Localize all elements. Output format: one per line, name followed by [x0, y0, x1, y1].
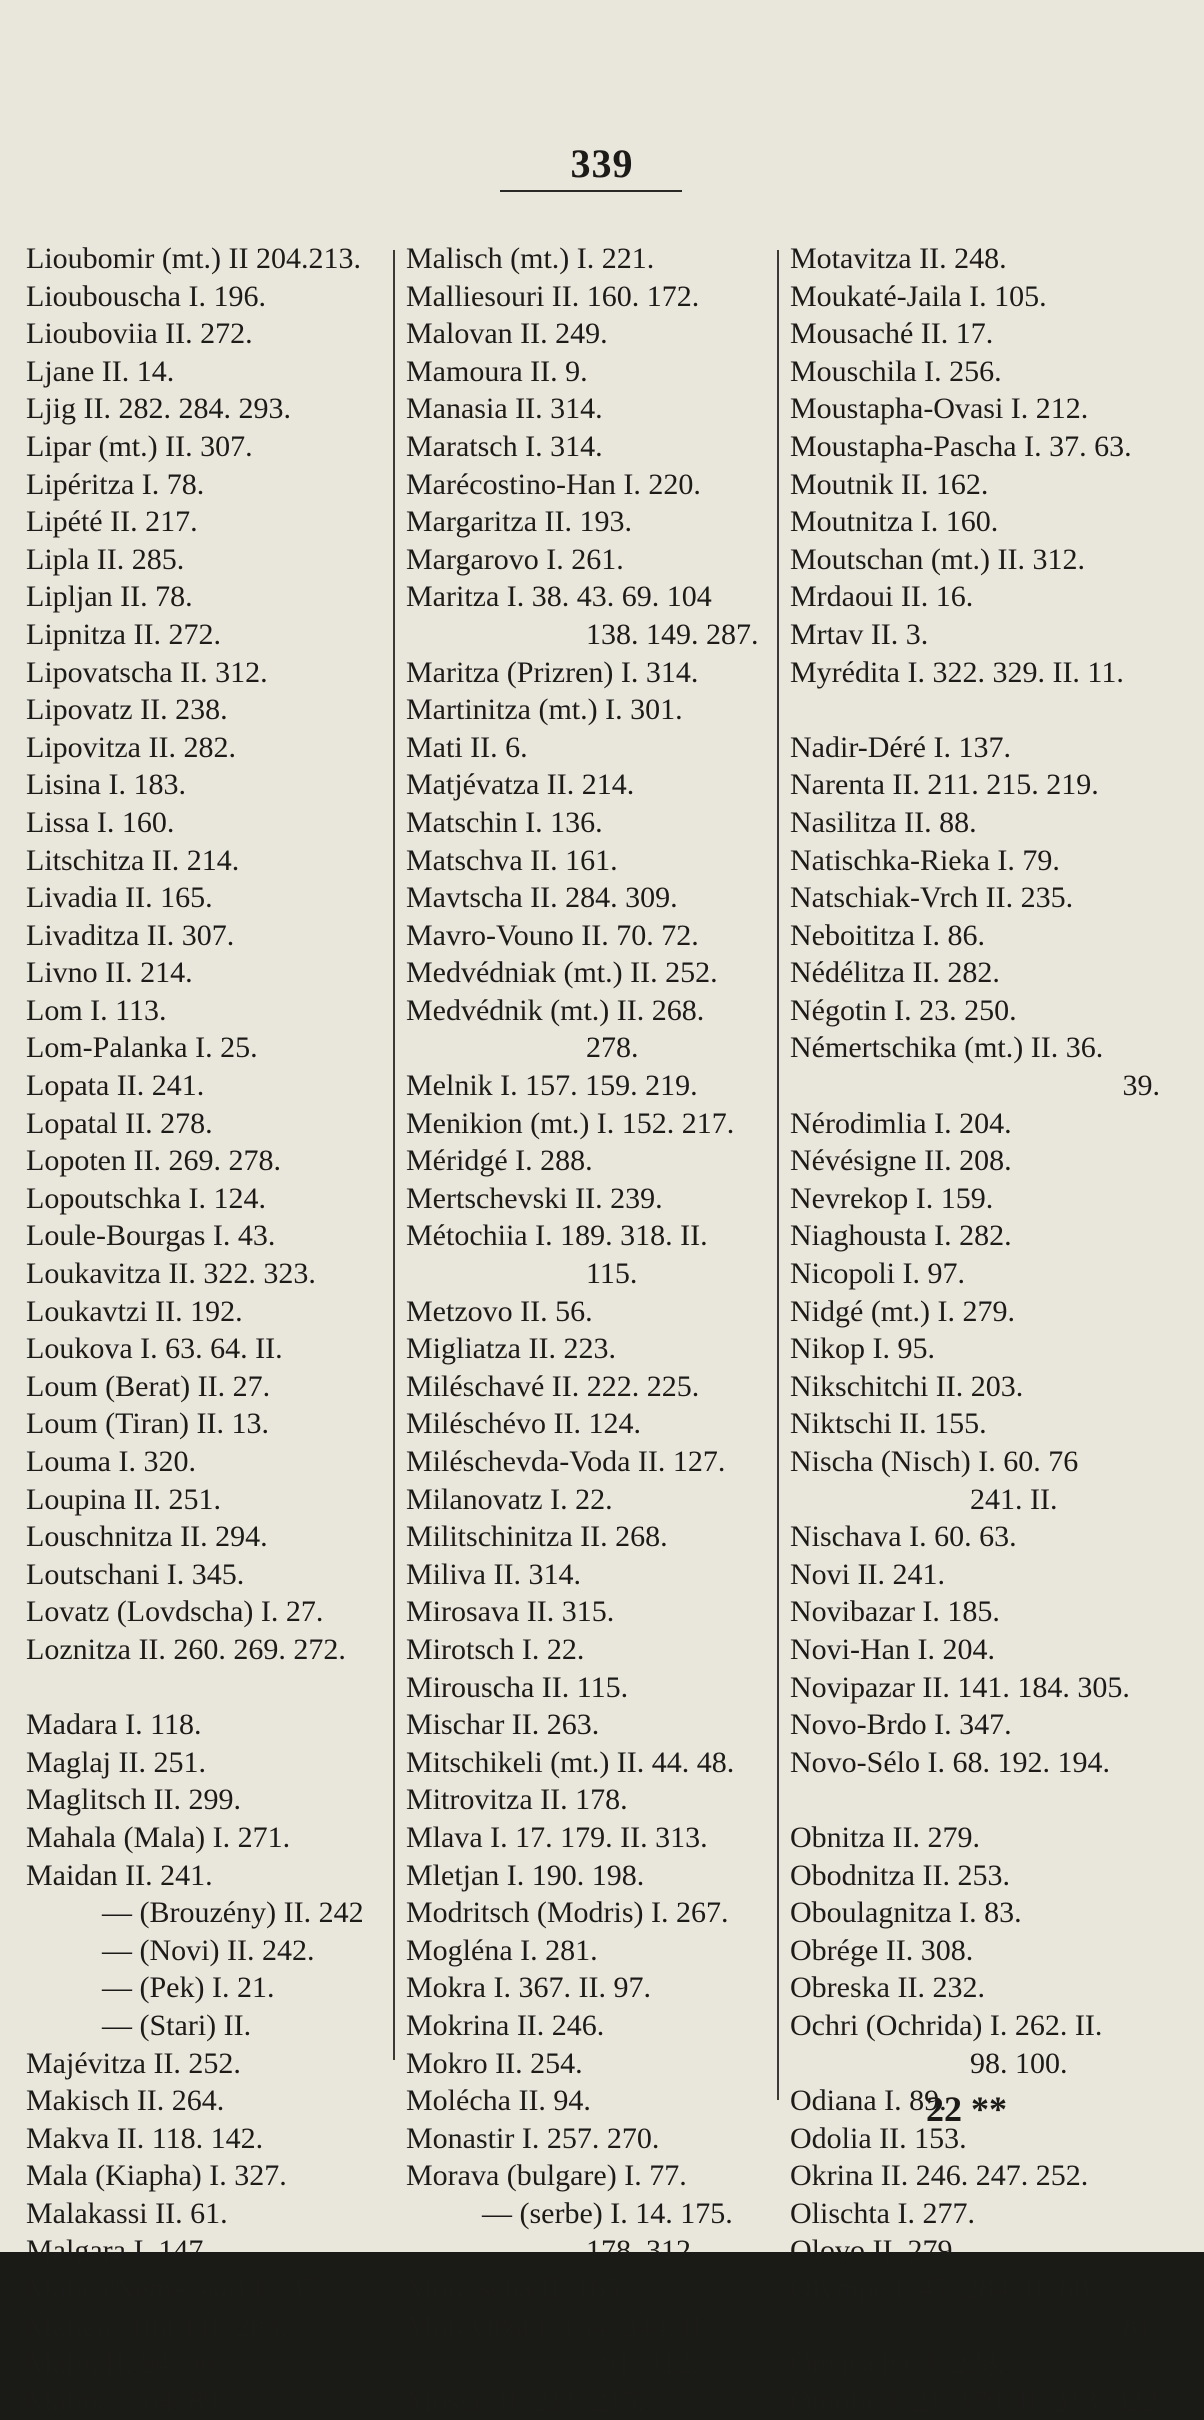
index-entry: Olympe I. 47. 284. II. 60.: [790, 2272, 1097, 2306]
column-divider-2: [777, 250, 779, 2100]
index-entry: Lopata II. 241.: [26, 1069, 205, 1103]
index-entry: 138. 149. 287.: [586, 617, 759, 651]
index-entry: Mokra I. 367. II. 97.: [406, 1971, 651, 2005]
index-entry: Liouboviia II. 272.: [26, 317, 253, 351]
index-entry: Livno II. 214.: [26, 956, 193, 990]
index-entry: Mrdaoui II. 16.: [790, 580, 974, 614]
index-entry: Mahala (Mala) I. 271.: [26, 1820, 291, 1854]
index-entry: Mirouscha II. 115.: [406, 1670, 629, 1704]
index-entry: Medvédniak (mt.) II. 252.: [406, 956, 718, 990]
index-entry: Modritsch (Modris) I. 267.: [406, 1896, 729, 1930]
index-entry: Nischa (Nisch) I. 60. 76: [790, 1445, 1079, 1478]
section-gap: [26, 1669, 382, 1707]
index-entry: 301. 312.: [586, 2347, 699, 2381]
printer-signature: 22 **: [926, 2089, 1007, 2129]
index-entry: Novi II. 241.: [790, 1557, 945, 1591]
index-entry: Malina I. 64. 89.: [26, 2384, 226, 2418]
index-entry: Mala (Kiapha) I. 327.: [26, 2159, 287, 2193]
index-entry: Nicopoli I. 97.: [790, 1257, 965, 1291]
index-entry: Mavro-Vouno II. 70. 72.: [406, 918, 699, 952]
index-entry: 115.: [586, 1257, 638, 1291]
index-entry: 98. 100.: [970, 2046, 1068, 2080]
column-divider-1: [393, 250, 395, 2060]
index-entry: Mletjan I. 190. 198.: [406, 1858, 645, 1892]
index-entry: Litschitza II. 214.: [26, 843, 240, 877]
index-entry: Mirotsch I. 22.: [406, 1632, 585, 1666]
index-entry: Lipovitza II. 282.: [26, 730, 236, 764]
index-entry: Malovan II. 249.: [406, 317, 608, 351]
index-entry: Moratscha II. 165.: [406, 2272, 628, 2306]
index-entry: Nédélitza II. 282.: [790, 956, 1000, 990]
index-entry: Obodnitza II. 253.: [790, 1858, 1010, 1892]
index-entry: — (Pek) I. 21.: [102, 1971, 275, 2005]
index-entry: Obreska II. 232.: [790, 1971, 985, 2005]
index-entry: Mavtscha II. 284. 309.: [406, 881, 678, 915]
index-entry: Mouschila I. 256.: [790, 354, 1002, 388]
index-entry: Medvédnik (mt.) II. 268.: [406, 993, 705, 1027]
index-entry: Louschnitza II. 294.: [26, 1520, 268, 1554]
index-entry: — (Stari) II.: [102, 2008, 252, 2042]
index-entry: Novo-Brdo I. 347.: [790, 1708, 1012, 1742]
index-entry: Monastir I. 257. 270.: [406, 2121, 660, 2155]
index-entry: Méridgé I. 288.: [406, 1144, 593, 1178]
index-entry: Livaditza II. 307.: [26, 918, 235, 952]
index-entry: Loukavtzi II. 192.: [26, 1294, 243, 1328]
index-column-2: [406, 240, 776, 2420]
index-entry: Miléschévo II. 124.: [406, 1407, 641, 1441]
index-entry: Myrédita I. 322. 329. II. 11.: [790, 655, 1124, 689]
index-entry: Malieno (mt.) II. 283.: [26, 2309, 288, 2343]
index-entry: Lopoten II. 269. 278.: [26, 1144, 281, 1178]
index-entry: Négotin I. 23. 250.: [790, 993, 1017, 1027]
index-entry: Malisch (mt.) I. 221.: [406, 242, 655, 275]
index-entry: Livadia II. 165.: [26, 881, 213, 915]
index-entry: Olovo II. 279.: [790, 2234, 960, 2268]
index-entry: Obrége II. 308.: [790, 1933, 974, 1967]
index-entry: Makva II. 118. 142.: [26, 2121, 264, 2155]
index-entry: Mogléna I. 281.: [406, 1933, 598, 1967]
index-entry: Mokrina II. 246.: [406, 2008, 605, 2042]
index-entry: Malia (Nemerska) II. 37.: [26, 2272, 326, 2306]
index-entry: Lom I. 113.: [26, 993, 167, 1027]
index-entry: Melnik I. 157. 159. 219.: [406, 1069, 698, 1103]
index-entry: Narenta II. 211. 215. 219.: [790, 768, 1099, 802]
index-entry: Lipovatscha II. 312.: [26, 655, 268, 689]
index-entry: Margaritza II. 193.: [406, 505, 633, 539]
index-entry: Moutschan (mt.) II. 312.: [790, 542, 1085, 576]
index-entry: Loule-Bourgas I. 43.: [26, 1219, 276, 1253]
index-entry: Loupina II. 251.: [26, 1482, 221, 1516]
index-entry: Odolia II. 153.: [790, 2121, 967, 2155]
index-entry: Niaghousta I. 282.: [790, 1219, 1012, 1253]
index-entry: Louma I. 320.: [26, 1445, 196, 1478]
index-entry: Militschinitza II. 268.: [406, 1520, 668, 1554]
index-entry: 178. 312.: [586, 2234, 699, 2268]
index-entry: Lipété II. 217.: [26, 505, 198, 539]
index-entry: Lissa I. 160.: [26, 805, 175, 839]
index-entry: Matjévatza II. 214.: [406, 768, 635, 802]
index-entry: Neboititza I. 86.: [790, 918, 985, 952]
index-entry: Lopatal II. 278.: [26, 1106, 213, 1140]
index-entry: Moravitza I. 184. 344. II.: [406, 2309, 710, 2343]
index-entry: Nischava I. 60. 63.: [790, 1520, 1017, 1554]
index-entry: Moustapha-Pascha I. 37. 63.: [790, 429, 1132, 463]
index-entry: Okrina II. 246. 247. 252.: [790, 2159, 1089, 2193]
index-entry: Loukavitza II. 322. 323.: [26, 1257, 316, 1291]
index-entry: Moukaté-Jaila I. 105.: [790, 279, 1047, 313]
index-entry: Lom-Palanka I. 25.: [26, 1031, 258, 1065]
section-gap: [790, 691, 1190, 729]
index-entry: Maglaj II. 251.: [26, 1745, 206, 1779]
index-entry: Miliva II. 314.: [406, 1557, 581, 1591]
index-entry: Lioubouscha I. 196.: [26, 279, 266, 313]
index-entry: — (serbe) I. 14. 175.: [482, 2196, 733, 2230]
index-entry: Mostar II. 211. 215.: [406, 2384, 645, 2418]
index-entry: Lisina I. 183.: [26, 768, 186, 802]
index-entry: Morava (bulgare) I. 77.: [406, 2159, 687, 2193]
index-entry: Majévitza II. 252.: [26, 2046, 241, 2080]
index-entry: — (Novi) II. 242.: [102, 1933, 315, 1967]
index-entry: Novibazar I. 185.: [790, 1595, 1000, 1629]
index-column-1: [26, 240, 382, 2420]
index-entry: Nasilitza II. 88.: [790, 805, 977, 839]
index-entry: Némertschika (mt.) II. 36.: [790, 1031, 1104, 1065]
index-entry: Nikschitchi II. 203.: [790, 1369, 1024, 1403]
index-entry: Omolie I. 21. 179. II. 313. 322.: [790, 2384, 1165, 2418]
index-entry: Omatscha II. 238.: [790, 2347, 1005, 2381]
index-entry: Nikop I. 95.: [790, 1332, 935, 1366]
index-entry: Métochiia I. 189. 318. II.: [406, 1219, 708, 1253]
index-entry: Martinitza (mt.) I. 301.: [406, 693, 683, 727]
index-entry: Ljane II. 14.: [26, 354, 175, 388]
index-entry: Natischka-Rieka I. 79.: [790, 843, 1060, 877]
index-entry: Lipnitza II. 272.: [26, 617, 221, 651]
index-entry: Lipla II. 285.: [26, 542, 185, 576]
index-entry: Metzovo II. 56.: [406, 1294, 593, 1328]
index-entry: Lipovatz II. 238.: [26, 693, 228, 727]
index-entry: Lopoutschka I. 124.: [26, 1181, 266, 1215]
index-entry: Obnitza II. 279.: [790, 1820, 980, 1854]
index-entry: Névésigne II. 208.: [790, 1144, 1012, 1178]
index-entry: Miléschavé II. 222. 225.: [406, 1369, 700, 1403]
index-entry: Niktschi II. 155.: [790, 1407, 987, 1441]
page-number: 339: [570, 141, 634, 186]
index-entry: Loutschani I. 345.: [26, 1557, 245, 1591]
index-entry: Miléschevda-Voda II. 127.: [406, 1445, 726, 1478]
index-entry: 241. II.: [970, 1482, 1058, 1516]
index-entry: Mamoura II. 9.: [406, 354, 588, 388]
index-entry: Mischar II. 263.: [406, 1708, 600, 1742]
index-entry: Maritza (Prizren) I. 314.: [406, 655, 699, 689]
index-entry: Malgara I. 147.: [26, 2234, 211, 2268]
index-entry: Mati II. 6.: [406, 730, 528, 764]
index-entry: Migliatza II. 223.: [406, 1332, 616, 1366]
index-entry: Lipljan II. 78.: [26, 580, 193, 614]
index-entry: Maidan II. 241.: [26, 1858, 213, 1892]
index-entry: Matschva II. 161.: [406, 843, 618, 877]
index-entry: Maritza I. 38. 43. 69. 104: [406, 580, 712, 614]
index-entry: Loukova I. 63. 64. II.: [26, 1332, 283, 1366]
index-entry: Madara I. 118.: [26, 1708, 202, 1742]
index-entry: Moustapha-Ovasi I. 212.: [790, 392, 1089, 426]
index-entry: Manasia II. 314.: [406, 392, 603, 426]
index-entry: Olischta I. 277.: [790, 2196, 975, 2230]
index-entry: Nérodimlia I. 204.: [790, 1106, 1012, 1140]
index-entry: Moutnitza I. 160.: [790, 505, 999, 539]
index-entry: Maratsch I. 314.: [406, 429, 603, 463]
index-entry: 81.: [1122, 2309, 1160, 2343]
index-entry: Nevrekop I. 159.: [790, 1181, 994, 1215]
index-entry: — (Brouzény) II. 242: [102, 1896, 364, 1930]
index-entry: Loum (Tiran) II. 13.: [26, 1407, 270, 1441]
index-entry: Oboulagnitza I. 83.: [790, 1896, 1022, 1930]
section-gap: [790, 1781, 1190, 1819]
index-entry: Lovatz (Lovdscha) I. 27.: [26, 1595, 324, 1629]
index-entry: Margarovo I. 261.: [406, 542, 624, 576]
index-entry: Mousaché II. 17.: [790, 317, 994, 351]
index-entry: Odiana I. 89.: [790, 2084, 947, 2118]
index-entry: Mokro II. 254.: [406, 2046, 583, 2080]
index-entry: Makisch II. 264.: [26, 2084, 225, 2118]
index-entry: 39.: [1122, 1069, 1160, 1103]
index-entry: Molécha II. 94.: [406, 2084, 591, 2118]
index-entry: Natschiak-Vrch II. 235.: [790, 881, 1074, 915]
index-entry: Nadir-Déré I. 137.: [790, 730, 1011, 764]
index-entry: Loum (Berat) II. 27.: [26, 1369, 271, 1403]
index-entry: Motavitza II. 248.: [790, 242, 1007, 275]
index-entry: 278.: [586, 1031, 639, 1065]
index-entry: Mitrovitza II. 178.: [406, 1783, 628, 1817]
index-entry: Malik II. 94. 96.: [26, 2347, 223, 2381]
index-entry: Malliesouri II. 160. 172.: [406, 279, 700, 313]
index-entry: Mertschevski II. 239.: [406, 1181, 663, 1215]
index-entry: Mrtav II. 3.: [790, 617, 929, 651]
index-entry: Matschin I. 136.: [406, 805, 603, 839]
index-entry: Mitschikeli (mt.) II. 44. 48.: [406, 1745, 735, 1779]
index-entry: Novipazar II. 141. 184. 305.: [790, 1670, 1130, 1704]
index-entry: Milanovatz I. 22.: [406, 1482, 613, 1516]
index-entry: Nidgé (mt.) I. 279.: [790, 1294, 1015, 1328]
index-entry: Loznitza II. 260. 269. 272.: [26, 1632, 346, 1666]
index-entry: Novi-Han I. 204.: [790, 1632, 995, 1666]
index-entry: Ochri (Ochrida) I. 262. II.: [790, 2008, 1103, 2042]
index-entry: Maglitsch II. 299.: [26, 1783, 241, 1817]
index-entry: Malakassi II. 61.: [26, 2196, 228, 2230]
index-entry: Marécostino-Han I. 220.: [406, 467, 701, 501]
index-entry: Moutnik II. 162.: [790, 467, 989, 501]
index-entry: Menikion (mt.) I. 152. 217.: [406, 1106, 735, 1140]
index-entry: Novo-Sélo I. 68. 192. 194.: [790, 1745, 1110, 1779]
header-rule: [500, 190, 682, 192]
index-entry: Ljig II. 282. 284. 293.: [26, 392, 291, 426]
index-entry: Mlava I. 17. 179. II. 313.: [406, 1820, 708, 1854]
index-entry: Lipéritza I. 78.: [26, 467, 205, 501]
index-entry: Lipar (mt.) II. 307.: [26, 429, 253, 463]
index-entry: Mirosava II. 315.: [406, 1595, 615, 1629]
index-entry: Lioubomir (mt.) II 204.213.: [26, 242, 361, 275]
